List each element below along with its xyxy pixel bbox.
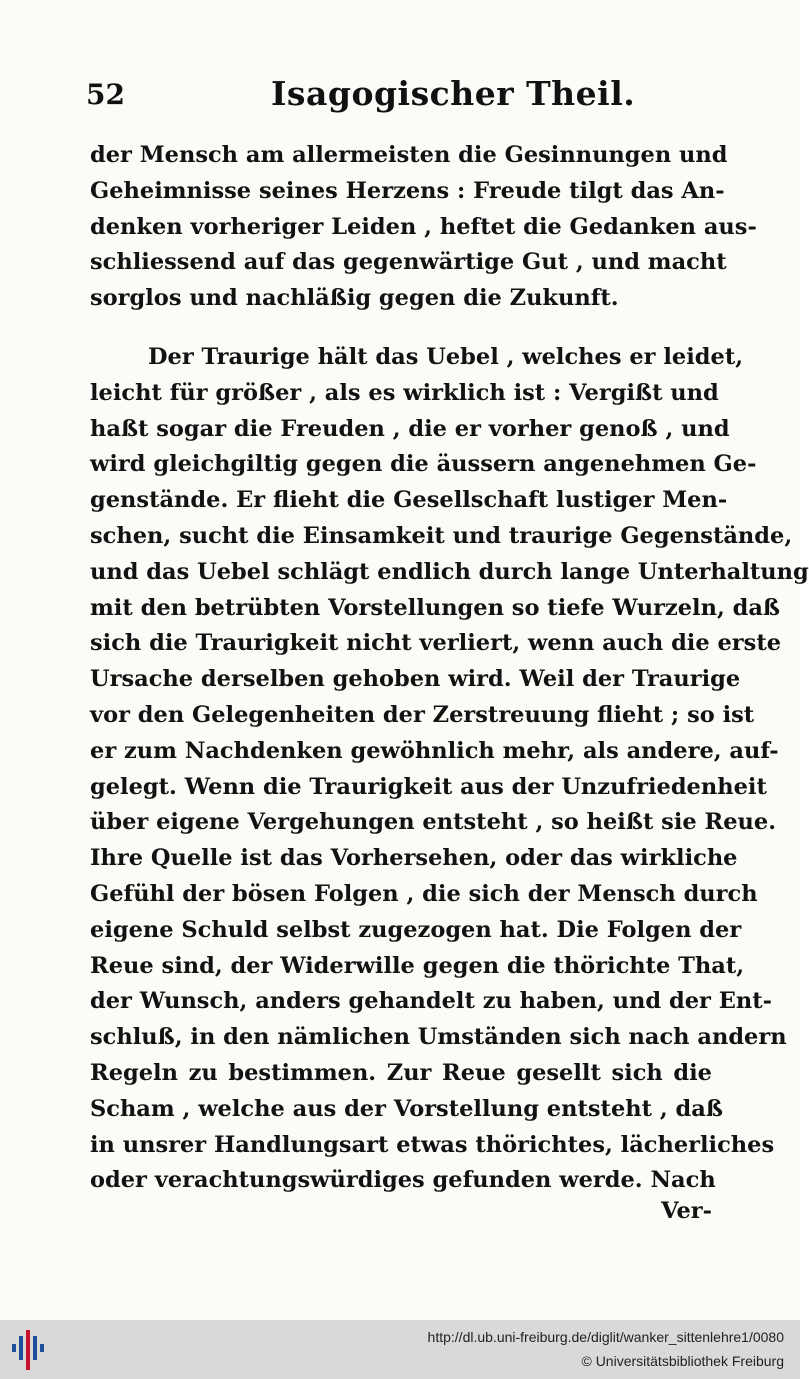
text-line: vor den Gelegenheiten der Zerstreuung flieht ; so ist	[90, 701, 755, 728]
text-line: über eigene Vergehungen entsteht , so heißt sie Reue.	[90, 809, 777, 836]
text-line: sorglos und nachläßig gegen die Zukunft.	[90, 285, 619, 312]
page-number: 52	[86, 78, 125, 111]
logo-bar	[19, 1336, 23, 1360]
text-line: denken vorheriger Leiden , heftet die Gedanken aus-	[90, 213, 757, 240]
catchword: Ver-	[661, 1198, 712, 1224]
running-title: Isagogischer Theil.	[271, 74, 636, 113]
permalink-url[interactable]: http://dl.ub.uni-freiburg.de/diglit/wanker_sittenlehre1/0080	[427, 1329, 784, 1345]
text-line: schen, sucht die Einsamkeit und traurige Gegenstände,	[90, 522, 793, 549]
text-line: Der Traurige hält das Uebel , welches er leidet,	[148, 344, 744, 370]
text-line: oder verachtungswürdiges gefunden werde. Nach	[90, 1167, 716, 1194]
viewer-footer	[0, 1320, 800, 1379]
text-line: er zum Nachdenken gewöhnlich mehr, als andere, auf-	[90, 737, 779, 764]
text-line: Ursache derselben gehoben wird. Weil der Traurige	[90, 666, 741, 693]
paragraph-2	[90, 340, 809, 1199]
text-line: in unsrer Handlungsart etwas thörichtes, lächerliches	[90, 1131, 775, 1158]
text-line: Regeln zu bestimmen. Zur Reue gesellt sich die	[90, 1059, 712, 1086]
text-line: und das Uebel schlägt endlich durch lange Unterhaltung	[90, 558, 809, 585]
text-line: eigene Schuld selbst zugezogen hat. Die Folgen der	[90, 916, 742, 943]
paragraph-1	[90, 138, 757, 317]
text-line: Reue sind, der Widerwille gegen die thörichte That,	[90, 952, 745, 979]
text-line: genstände. Er flieht die Gesellschaft lustiger Men-	[90, 487, 728, 514]
text-line: Geheimnisse seines Herzens : Freude tilgt das An-	[90, 177, 725, 204]
text-line: der Mensch am allermeisten die Gesinnungen und	[90, 142, 728, 168]
text-line: Scham , welche aus der Vorstellung entsteht , daß	[90, 1095, 723, 1122]
page-header	[86, 70, 716, 120]
logo-bar	[26, 1330, 30, 1370]
text-line: Ihre Quelle ist das Vorhersehen, oder das wirkliche	[90, 845, 738, 872]
text-line: leicht für größer , als es wirklich ist : Vergißt und	[90, 379, 719, 406]
text-line: schluß, in den nämlichen Umständen sich nach andern	[90, 1024, 787, 1051]
text-line: mit den betrübten Vorstellungen so tiefe Wurzeln, daß	[90, 594, 781, 621]
logo-bar	[40, 1344, 44, 1352]
text-line: wird gleichgiltig gegen die äussern angenehmen Ge-	[90, 451, 757, 478]
text-line: gelegt. Wenn die Traurigkeit aus der Unzufriedenheit	[90, 773, 767, 800]
text-line: der Wunsch, anders gehandelt zu haben, und der Ent-	[90, 988, 772, 1015]
text-line: Gefühl der bösen Folgen , die sich der Mensch durch	[90, 880, 758, 907]
ub-freiburg-logo-icon	[10, 1330, 44, 1370]
copyright-notice: © Universitätsbibliothek Freiburg	[581, 1353, 784, 1369]
logo-bar	[33, 1336, 37, 1360]
text-line: sich die Traurigkeit nicht verliert, wenn auch die erste	[90, 630, 782, 657]
logo-bar	[12, 1344, 16, 1352]
text-line: schliessend auf das gegenwärtige Gut , und macht	[90, 249, 727, 276]
text-line: haßt sogar die Freuden , die er vorher genoß , und	[90, 415, 730, 442]
